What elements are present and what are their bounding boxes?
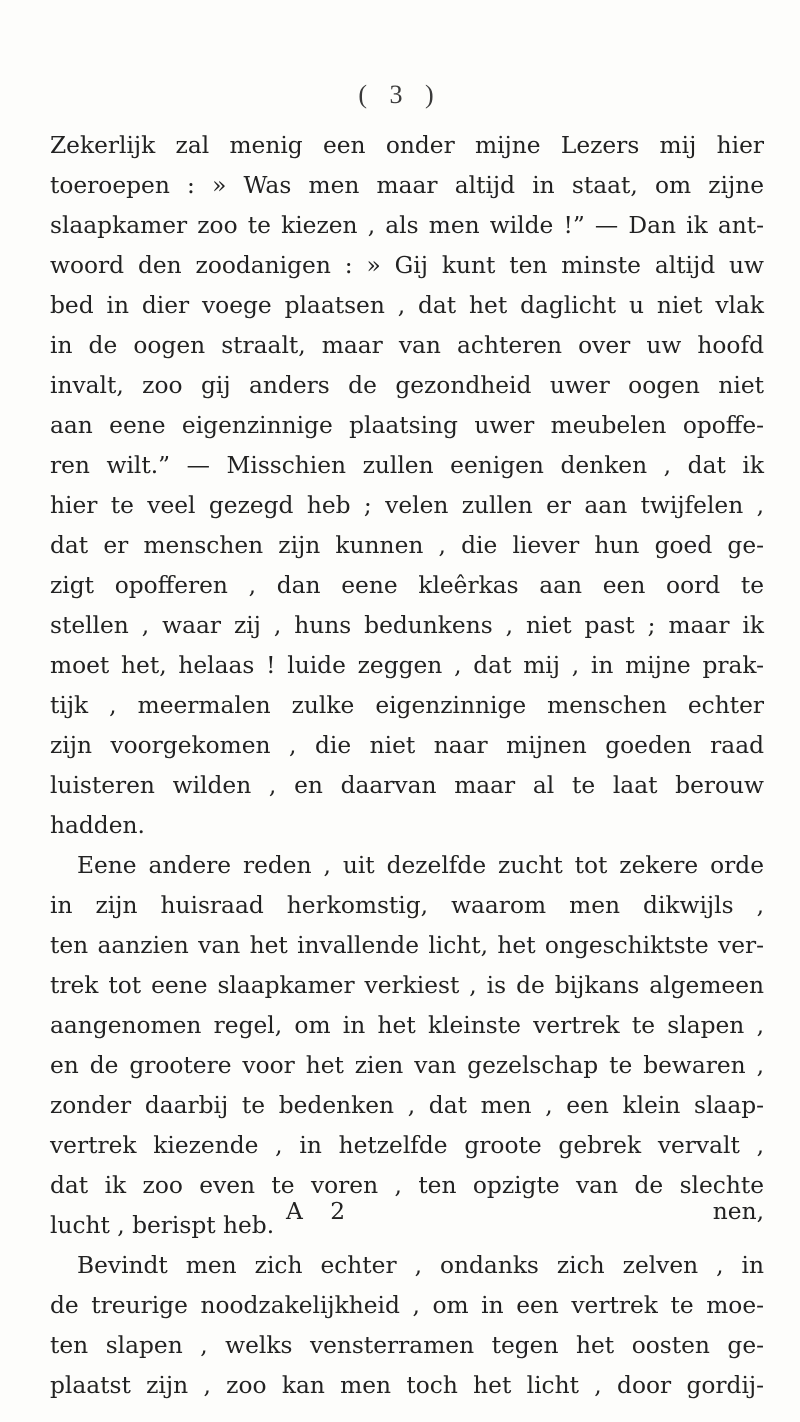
text-line: Zekerlijk zal menig een onder mijne Lezers mij hier: [50, 132, 764, 159]
text-line: zigt opofferen , dan eene kleêrkas aan een oord te: [50, 572, 764, 599]
text-line: lucht , berispt heb.: [50, 1212, 275, 1239]
signature-mark: A 2: [286, 1198, 356, 1225]
text-line: in de oogen straalt, maar van achteren over uw hoofd: [50, 332, 764, 359]
page-number: ( 3 ): [358, 80, 442, 109]
text-line: invalt, zoo gij anders de gezondheid uwer oogen niet: [50, 372, 764, 399]
text-line: bed in dier voege plaatsen , dat het daglicht u niet vlak: [50, 292, 764, 319]
text-line: hadden.: [50, 812, 145, 839]
text-line: trek tot eene slaapkamer verkiest , is de bijkans algemeen: [50, 972, 764, 999]
text-line: woord den zoodanigen : » Gij kunt ten minste altijd uw: [50, 252, 764, 279]
text-line: zijn voorgekomen , die niet naar mijnen goeden raad: [50, 732, 764, 759]
page-footer: [50, 1192, 764, 1232]
text-line: ten aanzien van het invallende licht, het ongeschiktste ver-: [50, 932, 764, 959]
text-line: de treurige noodzakelijkheid , om in een vertrek te moe-: [50, 1292, 764, 1319]
text-line: dat er menschen zijn kunnen , die liever hun goed ge-: [50, 532, 764, 559]
text-line: stellen , waar zij , huns bedunkens , niet past ; maar ik: [50, 612, 764, 639]
text-line: ten slapen , welks vensterramen tegen het oosten ge-: [50, 1332, 764, 1359]
catchword: nen,: [712, 1198, 764, 1225]
text-line: toeroepen : » Was men maar altijd in staat, om zijne: [50, 172, 764, 199]
text-line: zonder daarbij te bedenken , dat men , een klein slaap-: [50, 1092, 764, 1119]
text-line: luisteren wilden , en daarvan maar al te laat berouw: [50, 772, 764, 799]
text-line: ren wilt.” — Misschien zullen eenigen denken , dat ik: [50, 452, 764, 479]
text-line: en de grootere voor het zien van gezelschap te bewaren ,: [50, 1052, 764, 1079]
text-line: slaapkamer zoo te kiezen , als men wilde !” — Dan ik ant-: [50, 212, 764, 239]
text-line: dat ik zoo even te voren , ten opzigte van de slechte: [50, 1172, 764, 1199]
text-line: hier te veel gezegd heb ; velen zullen er aan twijfelen ,: [50, 492, 764, 519]
text-line: vertrek kiezende , in hetzelfde groote gebrek vervalt ,: [50, 1132, 764, 1159]
text-line: aangenomen regel, om in het kleinste vertrek te slapen ,: [50, 1012, 764, 1039]
text-line: tijk , meermalen zulke eigenzinnige menschen echter: [50, 692, 764, 719]
text-line: aan eene eigenzinnige plaatsing uwer meubelen opoffe-: [50, 412, 764, 439]
text-line: Bevindt men zich echter , ondanks zich zelven , in: [77, 1252, 764, 1279]
text-line: moet het, helaas ! luide zeggen , dat mij , in mijne prak-: [50, 652, 764, 679]
text-line: Eene andere reden , uit dezelfde zucht tot zekere orde: [77, 852, 764, 879]
text-line: in zijn huisraad herkomstig, waarom men dikwijls ,: [50, 892, 764, 919]
text-line: plaatst zijn , zoo kan men toch het licht , door gordij-: [50, 1372, 764, 1399]
